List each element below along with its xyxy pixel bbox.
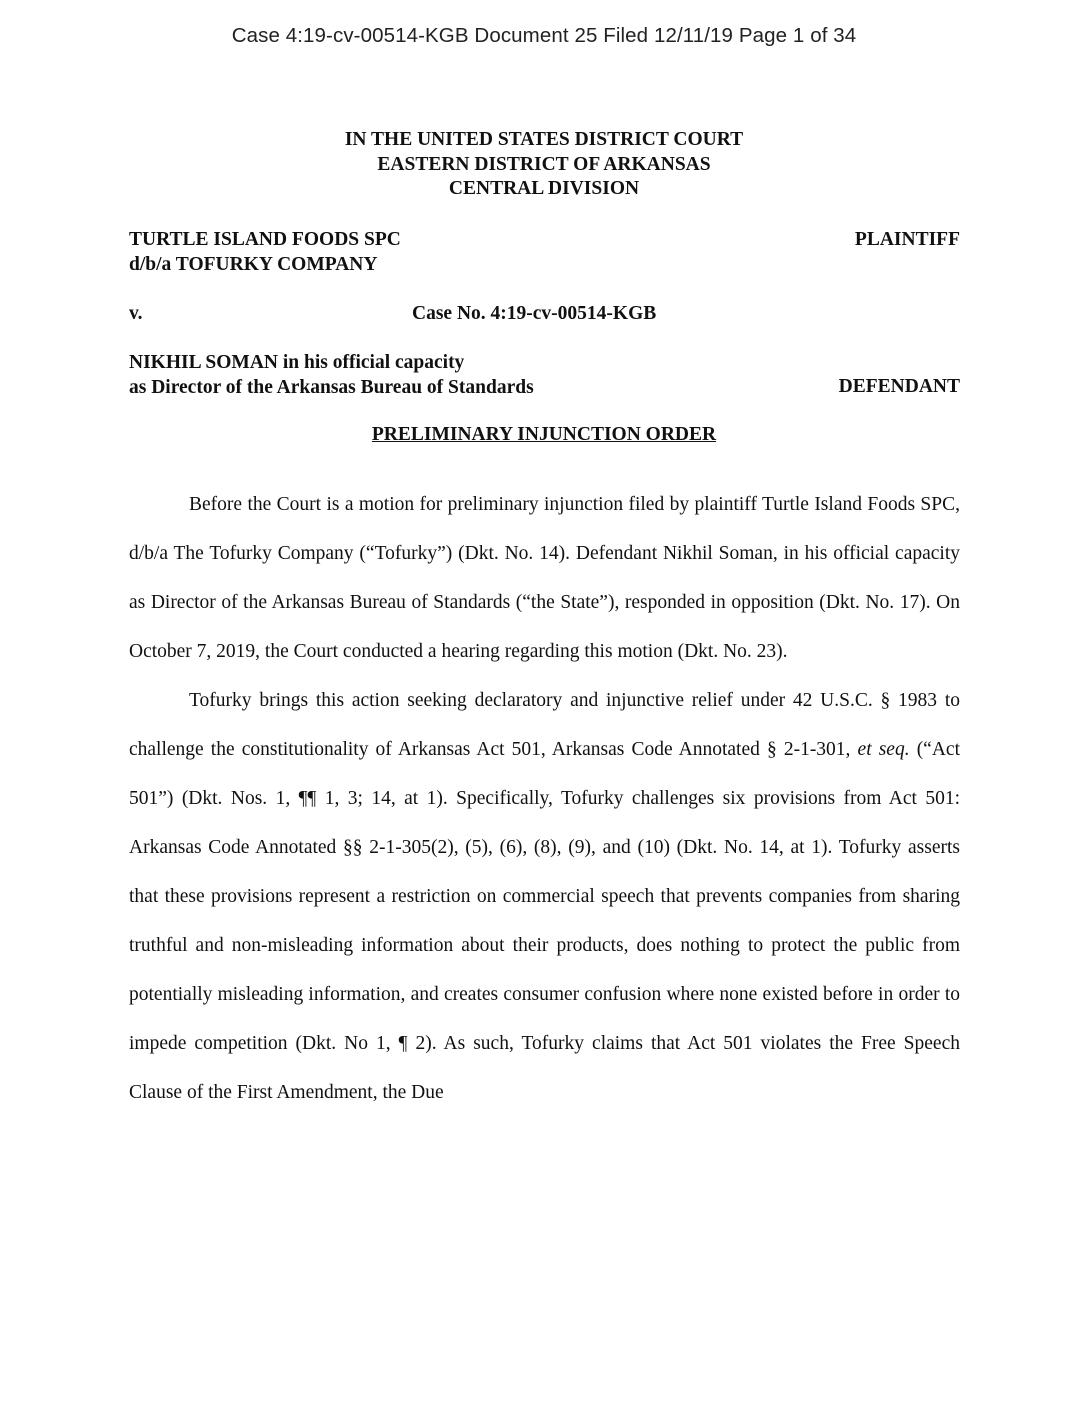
plaintiff-role: PLAINTIFF bbox=[854, 229, 960, 250]
body-paragraph-2 bbox=[129, 676, 960, 1117]
defendant-name-line-1: NIKHIL SOMAN in his official capacity bbox=[129, 352, 465, 373]
court-heading-line-3: CENTRAL DIVISION bbox=[448, 178, 640, 199]
court-heading-line-1: IN THE UNITED STATES DISTRICT COURT bbox=[344, 129, 744, 150]
filing-header-stamp: Case 4:19-cv-00514-KGB Document 25 Filed 12/11/19 Page 1 of 34 bbox=[231, 24, 857, 47]
defendant-name bbox=[129, 351, 534, 400]
plaintiff-name-line-2: d/b/a TOFURKY COMPANY bbox=[129, 253, 378, 275]
body-paragraph-2-italic: et seq. bbox=[857, 739, 910, 760]
plaintiff-name-line-1: TURTLE ISLAND FOODS SPC bbox=[129, 229, 401, 250]
order-body bbox=[129, 480, 960, 1117]
case-number: Case No. 4:19-cv-00514-KGB bbox=[412, 303, 657, 324]
body-paragraph-2-part-2: (“Act 501”) (Dkt. Nos. 1, ¶¶ 1, 3; 14, at 1). Specifically, Tofurky challenges six provisions from Act 501: Arkansas Code Annotated §§ 2-1-305(2), (5), (6), (8), (9), and (10) (Dkt. No. 14, at 1). Tofurky asserts that these provisions represent a restriction on commercial speech that prevents companies from sharing truthful and non-misleading information about their products, does nothing to protect the public from potentially misleading information, and creates consumer confusion where none existed before in order to impede competition (Dkt. No 1, ¶ 2). As such, Tofurky claims that Act 501 violates the Free Speech Clause of the First Amendment, the Due bbox=[129, 739, 960, 1103]
body-paragraph-2-part-1: Tofurky brings this action seeking declaratory and injunctive relief under 42 U.S.C. § 1983 to challenge the constitutionality of Arkansas Act 501, Arkansas Code Annotated § 2-1-301, bbox=[129, 690, 960, 760]
body-paragraph-1: Before the Court is a motion for preliminary injunction filed by plaintiff Turtle Island Foods SPC, d/b/a The Tofurky Company (“Tofurky”) (Dkt. No. 14). Defendant Nikhil Soman, in his official capacity as Director of the Arkansas Bureau of Standards (“the State”), responded in opposition (Dkt. No. 17). On October 7, 2019, the Court conducted a hearing regarding this motion (Dkt. No. 23). bbox=[129, 494, 960, 662]
plaintiff-name bbox=[129, 228, 401, 277]
versus-label: v. bbox=[129, 303, 143, 324]
court-heading-line-2: EASTERN DISTRICT OF ARKANSAS bbox=[377, 153, 711, 175]
order-title: PRELIMINARY INJUNCTION ORDER bbox=[371, 424, 717, 445]
defendant-role: DEFENDANT bbox=[838, 376, 960, 397]
court-heading bbox=[0, 128, 1088, 202]
defendant-name-line-2: as Director of the Arkansas Bureau of Standards bbox=[129, 376, 534, 398]
